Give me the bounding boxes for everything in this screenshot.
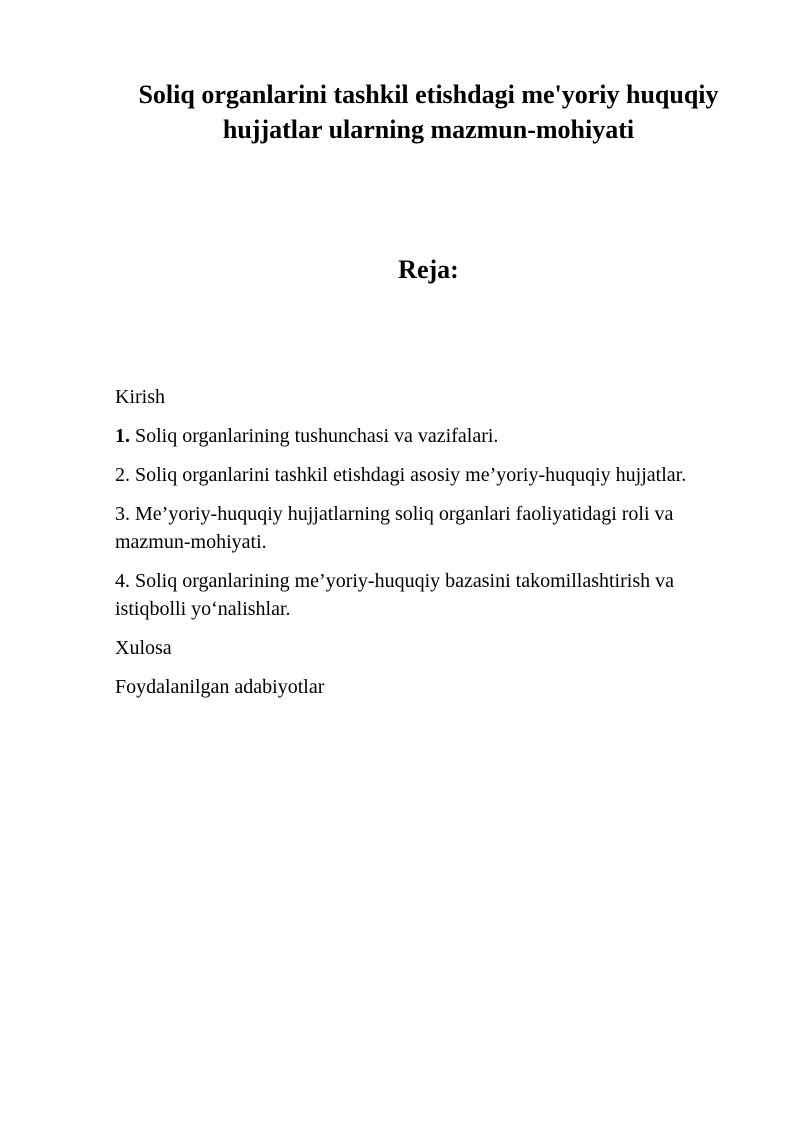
plan-item-references — [115, 673, 745, 701]
plan-item-conclusion — [115, 634, 745, 662]
plan-item-text: Kirish — [115, 386, 165, 408]
plan-item-text: 2. Soliq organlarini tashkil etishdagi asosiy me’yoriy-huquqiy hujjatlar. — [115, 464, 687, 486]
plan-item-4 — [115, 567, 745, 623]
plan-item-2 — [115, 461, 745, 489]
plan-item-1 — [115, 422, 745, 450]
plan-heading: Reja: — [398, 255, 459, 284]
plan-item-text: Xulosa — [115, 637, 172, 659]
plan-item-text: 3. Me’yoriy-huquqiy hujjatlarning soliq organlari faoliyatidagi roli va mazmun-mohiyati. — [115, 503, 674, 553]
plan-list — [115, 383, 745, 712]
plan-item-3 — [115, 500, 745, 556]
plan-item-text: 4. Soliq organlarining me’yoriy-huquqiy bazasini takomillashtirish va istiqbolli yo‘nalishlar. — [115, 570, 674, 620]
document-title: Soliq organlarini tashkil etishdagi me'yoriy huquqiy hujjatlar ularning mazmun-mohiyati — [138, 80, 719, 144]
plan-item-number: 1. — [115, 425, 130, 447]
plan-item-text: Foydalanilgan adabiyotlar — [115, 676, 325, 698]
plan-item-intro — [115, 383, 745, 411]
plan-item-text: Soliq organlarining tushunchasi va vazifalari. — [130, 425, 499, 447]
